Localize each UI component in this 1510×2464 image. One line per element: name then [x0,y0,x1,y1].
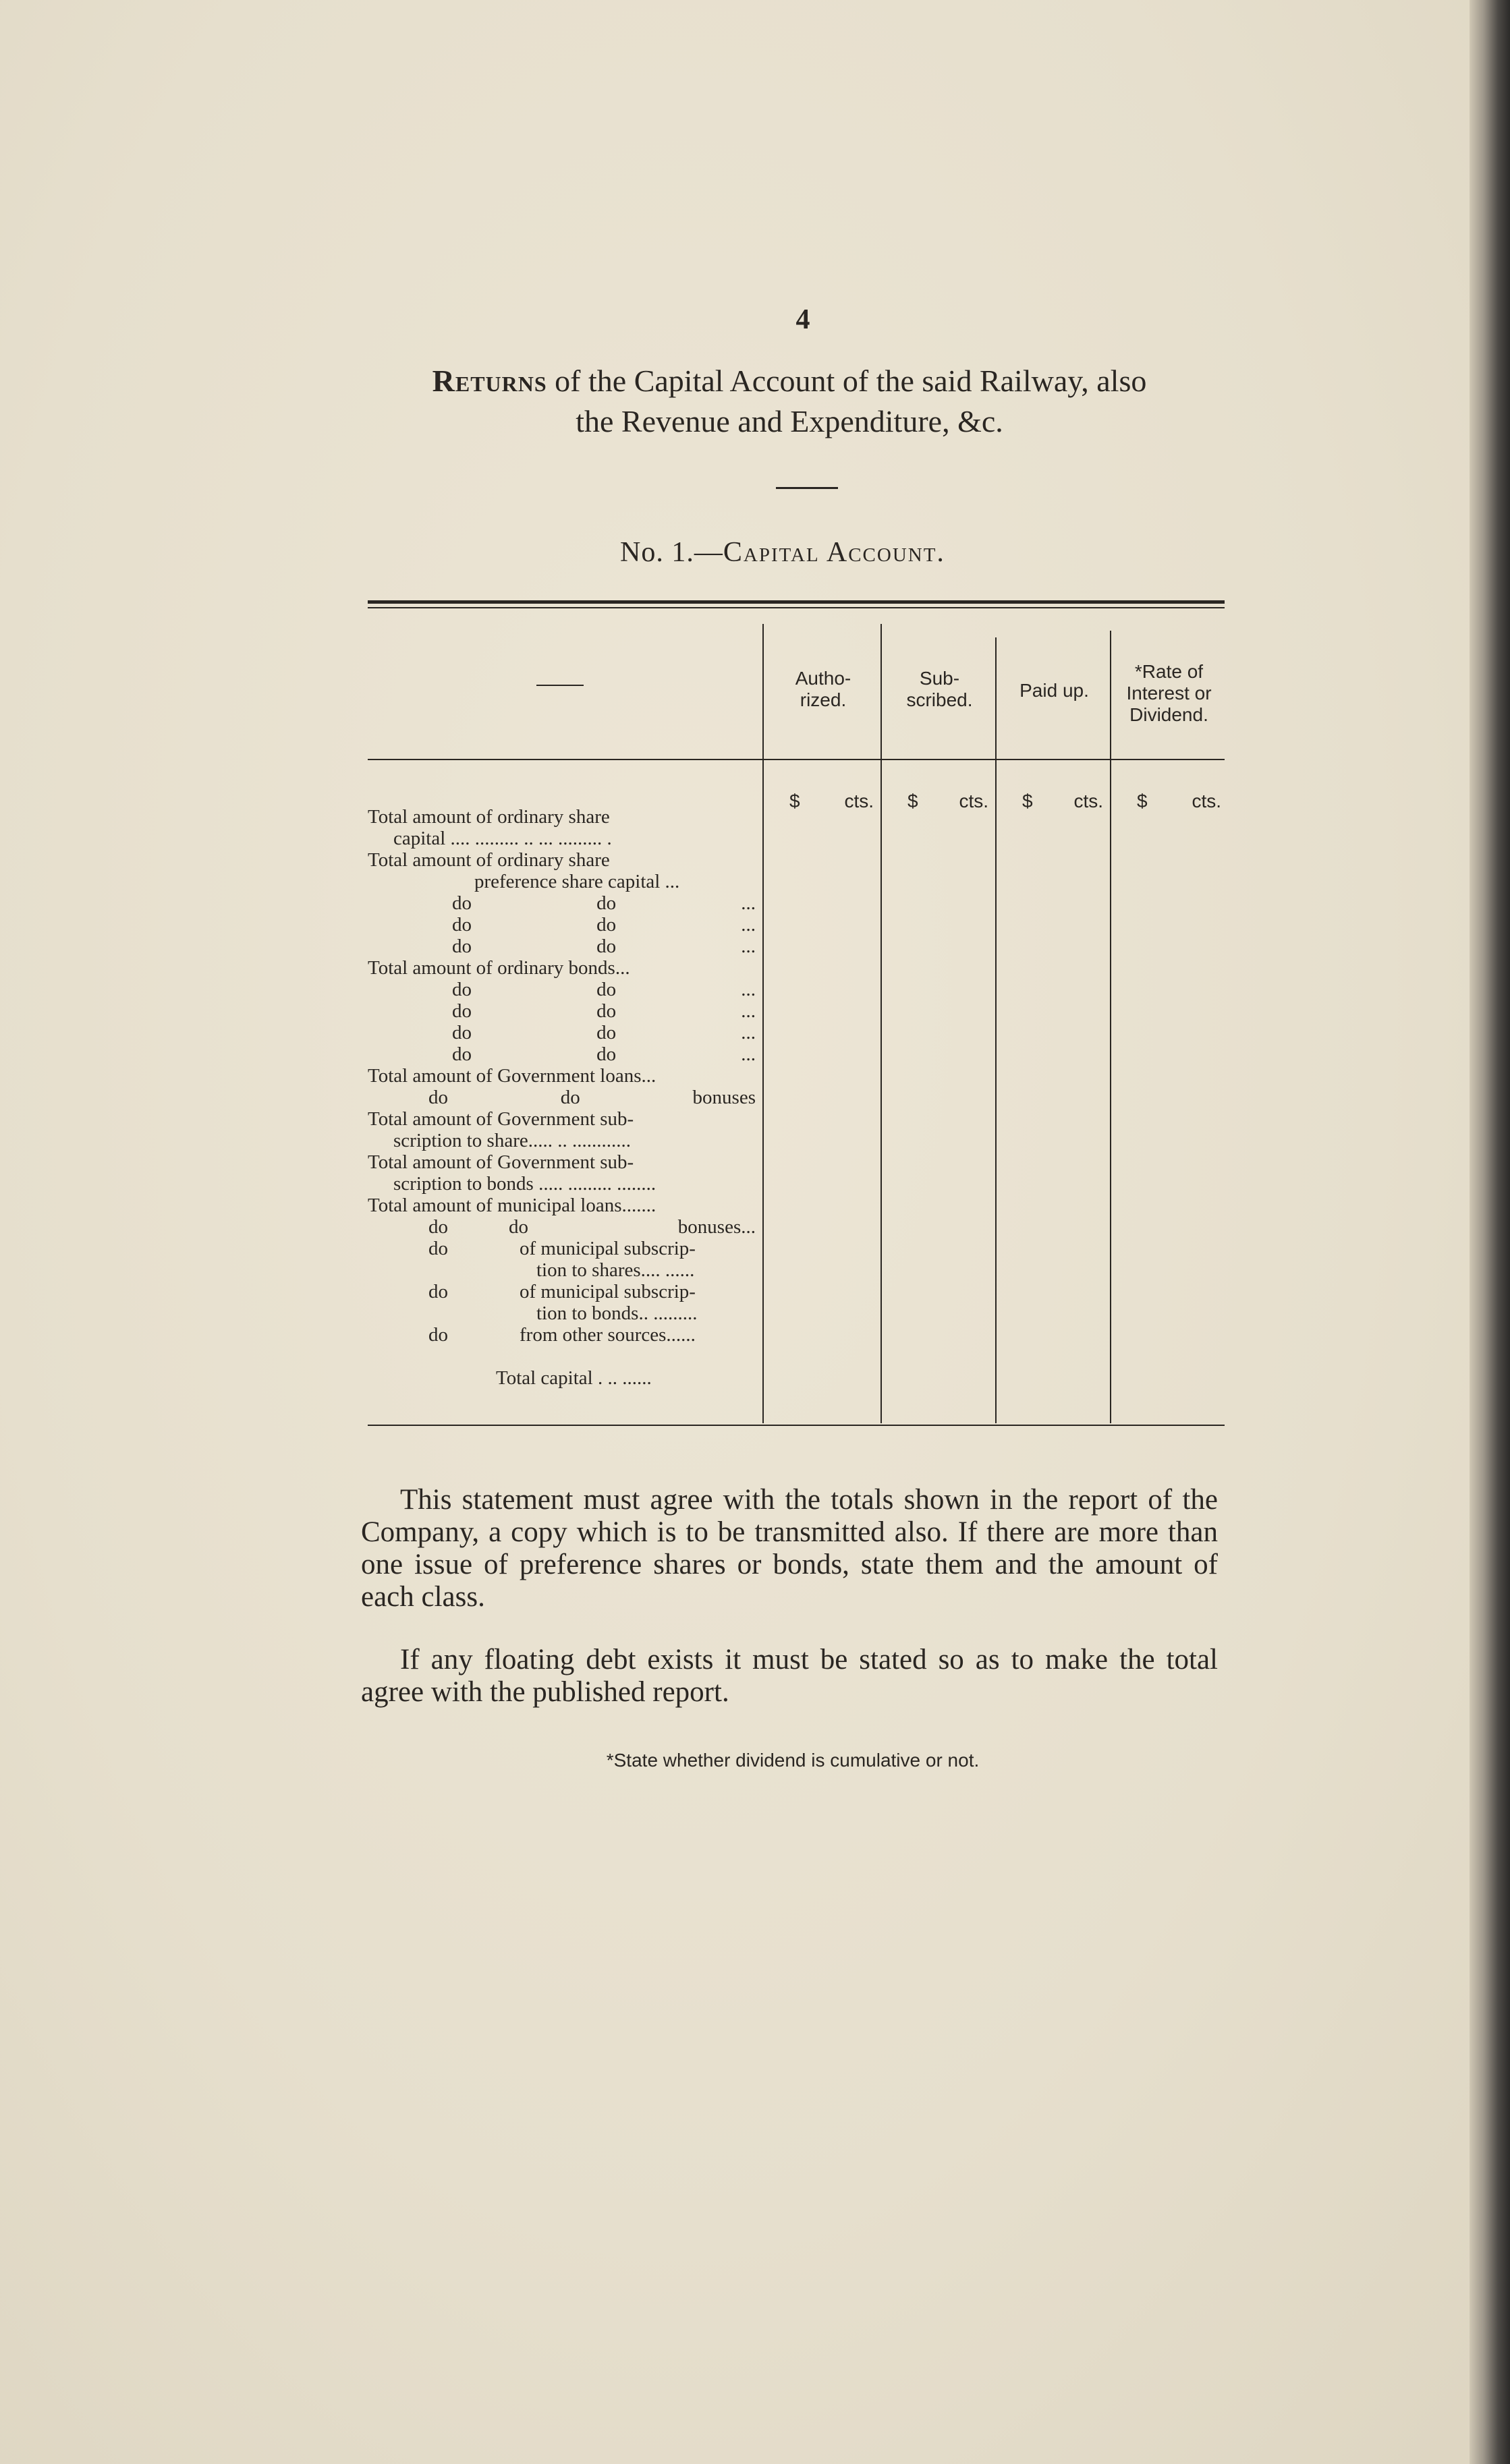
table-row: do do ... [452,914,756,936]
heading-line-2: the Revenue and Expenditure, &c. [576,404,1003,438]
description-column-header [536,685,584,686]
note-paragraph-2: If any floating debt exists it must be stated so as to make the total agree with the published report. [361,1644,1218,1708]
section-number: No. 1.— [620,537,723,568]
table-row: Total amount of Government loans... [368,1065,656,1087]
header-separator [368,759,1225,760]
section-name: Capital Account. [723,537,945,568]
column-header-rate: *Rate of Interest or Dividend. [1126,661,1212,725]
table-row: do of municipal subscrip- [428,1238,696,1259]
cents-label: cts. [844,791,874,811]
column-header-subscribed: Sub- scribed. [906,668,973,710]
units-paid-up [1022,791,1103,812]
column-divider-3 [995,637,997,1423]
heading-line-1-text: of the Capital Account of the said Railway, also [555,364,1147,398]
dollar-sign: $ [907,791,918,811]
table-row: do do ... [452,979,756,1000]
table-row: Total amount of municipal loans....... [368,1195,656,1216]
table-row: Total amount of ordinary bonds... [368,957,630,979]
units-rate [1137,791,1221,812]
heading-divider [776,487,838,489]
heading-lead: Returns [432,364,547,398]
note-paragraph-1: This statement must agree with the totals shown in the report of the Company, a copy which is to be transmitted also. If there are more than one issue of preference shares or bonds, state them and the amount of each class. [361,1484,1218,1613]
table-row: do do ... [452,1000,756,1022]
table-row: Total amount of ordinary share [368,849,610,871]
column-divider-1 [762,624,764,1423]
column-divider-2 [880,624,882,1423]
units-authorized [789,791,874,812]
table-row: scription to bonds ..... ......... ........ [393,1173,656,1195]
table-bottom-rule [368,1425,1225,1426]
section-title [378,536,1187,569]
table-row: Total amount of ordinary share [368,806,610,828]
table-row: do do ... [452,1022,756,1043]
total-capital-row: Total capital . .. ...... [496,1367,652,1389]
table-row: do of municipal subscrip- [428,1281,696,1302]
capital-account-table [368,600,1225,1430]
cents-label: cts. [1073,791,1103,811]
table-row: do do ... [452,936,756,957]
table-row: do do ... [452,892,756,914]
table-row: Total amount of Government sub- [368,1151,634,1173]
table-row: do do bonuses... [428,1216,756,1238]
column-divider-4 [1110,631,1111,1423]
units-subscribed [907,791,988,812]
table-row: do from other sources...... [428,1324,696,1346]
table-row: preference share capital ... [474,871,680,892]
column-header-authorized: Autho- rized. [795,668,851,710]
page-binding-edge [1470,0,1510,2464]
dollar-sign: $ [1137,791,1148,811]
table-row: tion to shares.... ...... [536,1259,695,1281]
dollar-sign: $ [789,791,800,811]
column-header-paid-up: Paid up. [1019,680,1089,701]
cents-label: cts. [959,791,988,811]
cents-label: cts. [1192,791,1221,811]
dollar-sign: $ [1022,791,1033,811]
table-row: scription to share..... .. ............ [393,1130,631,1151]
table-row: capital .... ......... .. ... ......... . [393,828,612,849]
page-number: 4 [795,304,810,335]
footnote: *State whether dividend is cumulative or not. [606,1750,980,1771]
table-top-rule [368,600,1225,604]
page-heading [351,361,1228,442]
table-top-rule-thin [368,607,1225,608]
heading-line-1 [351,361,1228,401]
table-row: Total amount of Government sub- [368,1108,634,1130]
table-row: do do bonuses [428,1087,756,1108]
table-row: tion to bonds.. ......... [536,1302,698,1324]
table-row: do do ... [452,1043,756,1065]
